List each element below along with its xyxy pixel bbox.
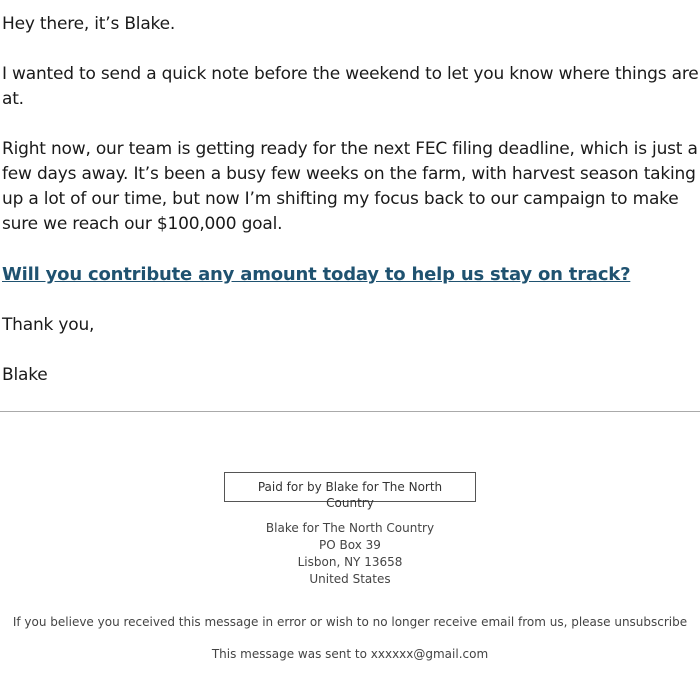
footer	[0, 472, 700, 588]
address-line-country: United States	[309, 572, 391, 586]
paragraph-intro: I wanted to send a quick note before the weekend to let you know where things are at.	[2, 64, 699, 109]
mailing-address	[0, 520, 700, 588]
email-body	[2, 12, 700, 413]
greeting: Hey there, it’s Blake.	[2, 14, 176, 34]
sent-to-notice: This message was sent to xxxxxx@gmail.com	[211, 647, 489, 661]
contribute-link[interactable]: Will you contribute any amount today to help us stay on track?	[2, 264, 631, 285]
cta-paragraph	[2, 262, 700, 288]
address-line-org: Blake for The North Country	[265, 521, 435, 535]
closing: Thank you,	[2, 315, 95, 335]
unsubscribe-notice[interactable]: If you believe you received this message in error or wish to no longer receive email from us, please unsubscribe	[12, 615, 688, 629]
signature: Blake	[2, 365, 48, 385]
address-line-city: Lisbon, NY 13658	[297, 555, 403, 569]
address-line-pobox: PO Box 39	[319, 538, 381, 552]
paid-for-disclaimer: Paid for by Blake for The North Country	[224, 472, 476, 502]
paragraph-main: Right now, our team is getting ready for the next FEC filing deadline, which is just a few days away. It’s been a busy few weeks on the farm, with harvest season taking up a lot of our time, but now I’m shifting my focus back to our campaign to make sure we reach our $100,000 goal.	[2, 139, 698, 234]
footer-divider	[0, 411, 700, 412]
